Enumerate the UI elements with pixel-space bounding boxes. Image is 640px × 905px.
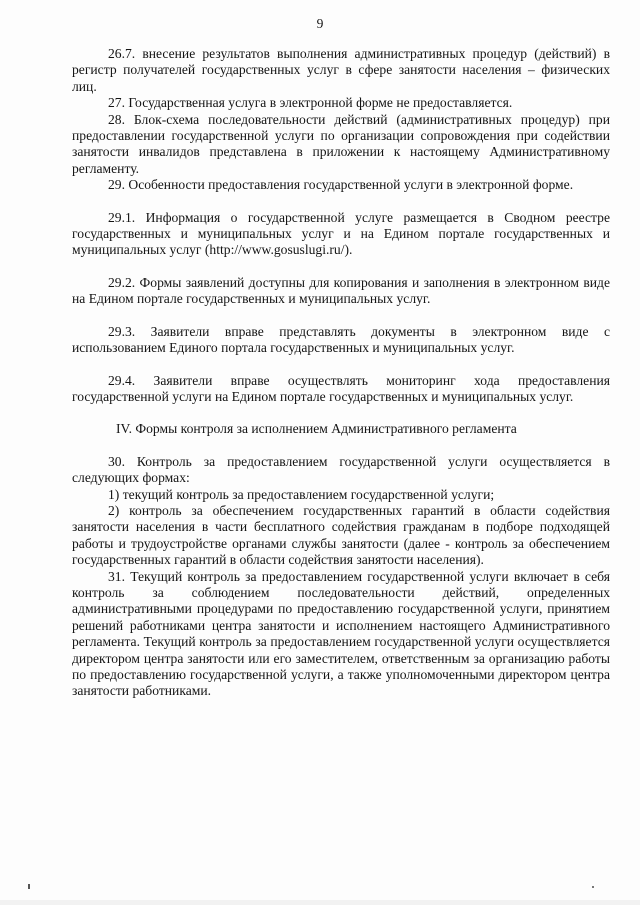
spacer bbox=[72, 194, 610, 210]
spacer bbox=[72, 357, 610, 373]
list-item-2: 2) контроль за обеспечением государственных гарантий в области содействия занятости населения в части бесплатного содействия гражданам в подборе подходящей работы и трудоустройстве органами службы занятости (далее - контроль за обеспечением государственных гарантий в области содействия занятости населения). bbox=[72, 502, 610, 568]
spacer bbox=[72, 308, 610, 324]
list-item-1: 1) текущий контроль за предоставлением государственной услуги; bbox=[108, 486, 495, 502]
paragraph-26-7: 26.7. внесение результатов выполнения административных процедур (действий) в регистр получателей государственных услуг в сфере занятости населения – физических лиц. bbox=[72, 46, 610, 94]
document-body bbox=[72, 46, 610, 700]
paragraph-28: 28. Блок-схема последовательности действий (административных процедур) при предоставлении государственной услуги по организации сопровождения при содействии занятости инвалидов представлена в приложении к настоящему Административному регламенту. bbox=[72, 111, 610, 176]
paragraph-29-1: 29.1. Информация о государственной услуге размещается в Сводном реестре государственных и муниципальных услуг и на Едином портале государственных и муниципальных услуг (http://www.gosuslugi.ru/). bbox=[72, 209, 610, 258]
spacer bbox=[72, 259, 610, 275]
scan-edge bbox=[0, 900, 640, 905]
paragraph-29: 29. Особенности предоставления государственной услуги в электронной форме. bbox=[108, 177, 574, 193]
section-heading: IV. Формы контроля за исполнением Административного регламента bbox=[116, 421, 517, 437]
paragraph-30: 30. Контроль за предоставлением государственной услуги осуществляется в следующих формах: bbox=[72, 453, 610, 486]
spacer bbox=[72, 405, 610, 421]
paragraph-29-2: 29.2. Формы заявлений доступны для копирования и заполнения в электронном виде на Едином портале государственных и муниципальных услуг. bbox=[72, 274, 610, 307]
scan-mark bbox=[28, 884, 30, 889]
paragraph-29-4: 29.4. Заявители вправе осуществлять мониторинг хода предоставления государственной услуги на Едином портале государственных и муниципальных услуг. bbox=[72, 372, 610, 404]
scan-mark bbox=[592, 886, 594, 888]
page-number: 9 bbox=[316, 16, 324, 31]
paragraph-31: 31. Текущий контроль за предоставлением государственной услуги включает в себя контроль за соблюдением последовательности действий, определенных административными процедурами по предоставлению государственной услуги, принятием решений работниками центра занятости и исполнением настоящего Административного регламента. Текущий контроль за предоставлением государственной услуги осуществляется директором центра занятости или его заместителем, ответственным за организацию работы по предоставлению государственной услуги, а также уполномоченными директором центра занятости работниками. bbox=[72, 568, 610, 699]
paragraph-27: 27. Государственная услуга в электронной форме не предоставляется. bbox=[108, 95, 513, 111]
paragraph-29-3: 29.3. Заявители вправе представлять документы в электронном виде с использованием Единого портала государственных и муниципальных услуг. bbox=[72, 323, 610, 356]
spacer bbox=[72, 438, 610, 454]
